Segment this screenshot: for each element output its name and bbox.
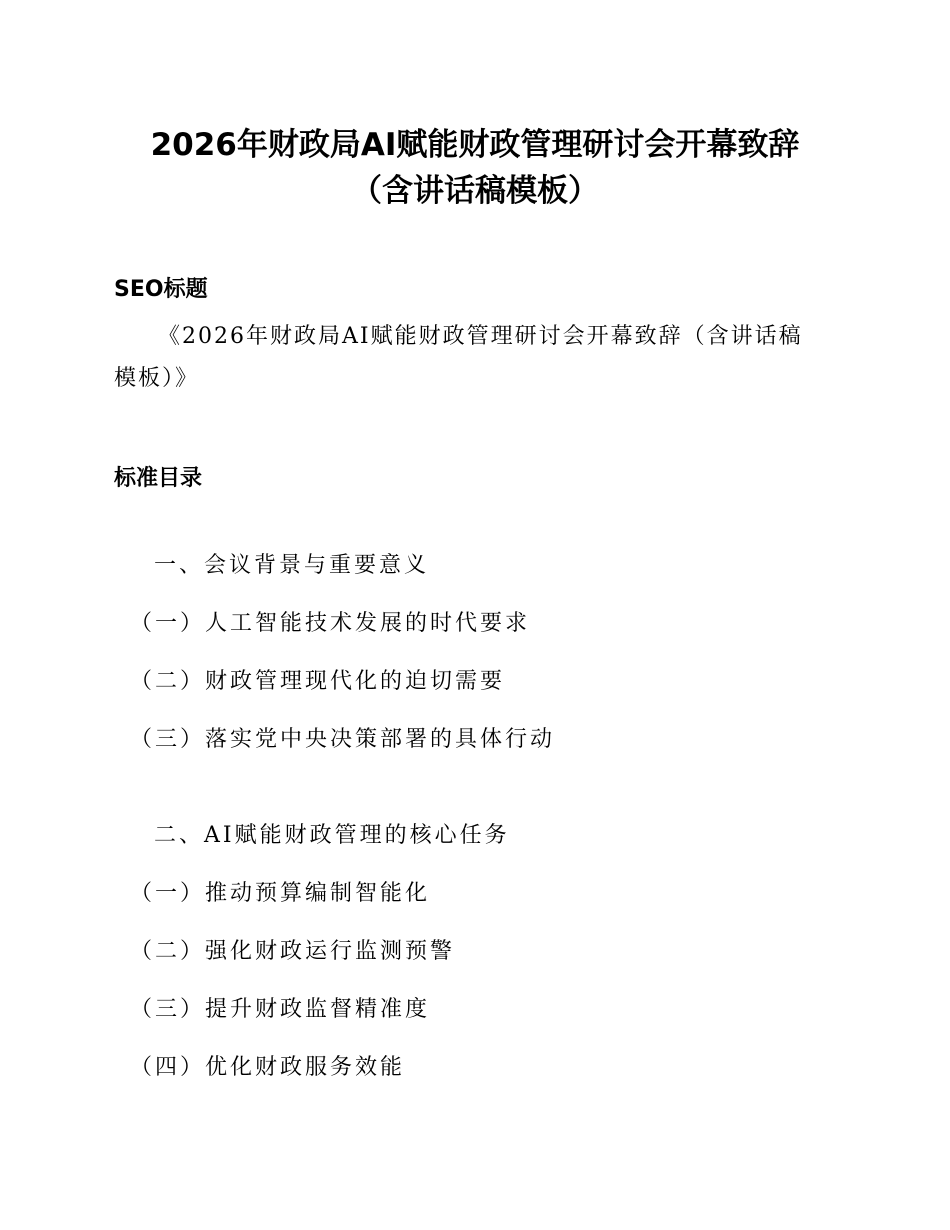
toc-section-2-item-2: （二）强化财政运行监测预警 bbox=[130, 939, 456, 964]
seo-heading: SEO标题 bbox=[114, 277, 208, 302]
toc-section-1-item-3: （三）落实党中央决策部署的具体行动 bbox=[130, 727, 556, 752]
document-title-line-2: （含讲话稿模板） bbox=[351, 173, 599, 209]
toc-section-2-item-4: （四）优化财政服务效能 bbox=[130, 1055, 406, 1080]
toc-section-1-title: 一、会议背景与重要意义 bbox=[154, 553, 430, 578]
seo-title-line-2: 模板）》 bbox=[114, 366, 200, 391]
seo-title-text bbox=[114, 316, 834, 400]
document-title-line-1: 2026年财政局AI赋能财政管理研讨会开幕致辞 bbox=[150, 127, 800, 163]
toc-section-1-item-1: （一）人工智能技术发展的时代要求 bbox=[130, 611, 531, 636]
toc-section-2-title: 二、AI赋能财政管理的核心任务 bbox=[154, 823, 510, 848]
seo-title-line-1: 《2026年财政局AI赋能财政管理研讨会开幕致辞（含讲话稿 bbox=[158, 324, 803, 349]
toc-section-2-item-1: （一）推动预算编制智能化 bbox=[130, 881, 431, 906]
toc-section-1-item-2: （二）财政管理现代化的迫切需要 bbox=[130, 669, 506, 694]
toc-heading: 标准目录 bbox=[114, 466, 203, 491]
toc-section-2-item-3: （三）提升财政监督精准度 bbox=[130, 997, 431, 1022]
